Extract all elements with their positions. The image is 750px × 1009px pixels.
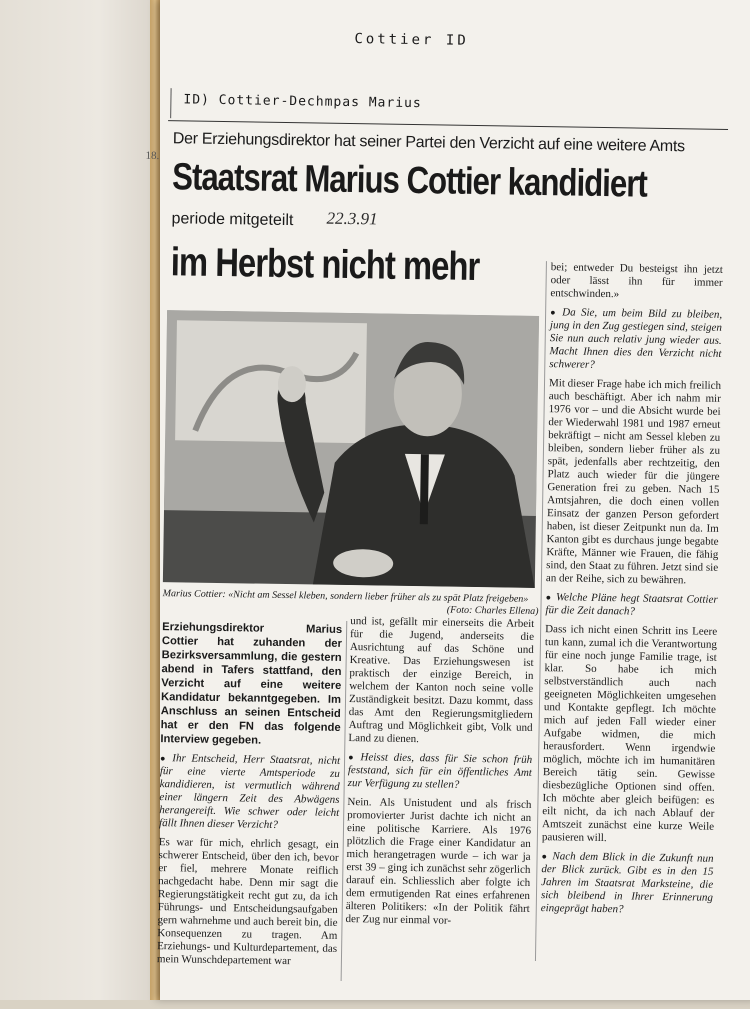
article-column-3 <box>541 261 723 924</box>
portrait-photo <box>163 310 539 588</box>
bullet-icon: ● <box>348 752 357 763</box>
headline-line-2: im Herbst nicht mehr <box>170 240 480 290</box>
clipping-content <box>144 0 750 1009</box>
kicker-line-2: periode mitgeteilt <box>171 210 294 230</box>
record-divider <box>170 88 171 118</box>
bullet-icon: ● <box>541 851 549 862</box>
bullet-icon: ● <box>550 307 559 318</box>
interview-question: ● Nach dem Blick in die Zukunft nun der Blick zurück. Gibt es in den 15 Jahren im Staatsrat Marksteine, die sich bleibend in Ihrer Erinnerung eingeprägt haben? <box>540 850 714 916</box>
caption-text: Marius Cottier: «Nicht am Sessel kleben, sondern lieber früher als zu spät Platz freigeben» <box>162 588 529 605</box>
bullet-icon: ● <box>160 753 169 764</box>
interview-question: ● Da Sie, um beim Bild zu bleiben, jung in den Zug gestiegen sind, steigen Sie nun auch relativ jung wieder aus. Macht Ihnen dies den Verzicht nicht schwerer? <box>549 306 723 371</box>
article-lead: Erziehungsdirektor Marius Cottier hat zuhanden der Bezirksversammlung, die gestern abend in Tafers stattfand, den Verzicht auf eine weitere Kandidatur bekanntgegeben. Im Anschluss an seinen Entscheid hat er den FN das folgende Interview gegeben. <box>160 621 343 747</box>
interview-answer: Nein. Als Unistudent und als frisch promovierter Jurist dachte ich nicht an eine politische Karriere. Als 1976 plötzlich die Frage einer Kandidatur an mich herangetragen wurde – ich war ja erst 39 – ging ich zunächst sehr zögerlich darauf ein. Schliesslich aber folgte ich dem ermutigenden Rat eines erfahrenen älteren Politikers: «In der Politik fährt der Zug nur einmal vor- <box>345 796 532 927</box>
interview-answer: bei; entweder Du besteigst ihn jetzt oder lässt ihn für immer entschwinden.» <box>550 261 723 301</box>
headline-line-1: Staatsrat Marius Cottier kandidiert <box>171 156 648 206</box>
article-column-1 <box>157 620 343 975</box>
article-column-2 <box>345 615 534 935</box>
record-label: ID) Cottier-Dechmpas Marius <box>183 92 422 112</box>
interview-question: ● Welche Pläne hegt Staatsrat Cottier für die Zeit danach? <box>545 591 718 618</box>
interview-answer: Mit dieser Frage habe ich mich freilich auch beschäftigt. Aber ich nahm mir 1976 vor – und die Absicht wurde bei der Wiederwahl 1981 und 1987 erneut bekräftigt – nicht am Sessel kleben zu bleiben, sondern lieber früher als zu spät, jedenfalls aber rechtzeitig, den Platz auch wieder für die jüngere Generation frei zu geben. Nach 15 Amtsjahren, die doch einen vollen Einsatz der ganzen Person gefordert haben, ist dieser Zeitpunkt nun da. Im Kanton gibt es durchaus junge begabte Kräfte, Männer wie Frauen, die fähig sind, den Staat zu führen. Jetzt sind sie an der Reihe, sich zu bewähren. <box>545 377 722 587</box>
photo-caption <box>162 588 539 618</box>
portrait-illustration <box>163 310 539 588</box>
interview-answer: Dass ich nicht einen Schritt ins Leere tun kann, zumal ich die Verantwortung für eine noch junge Familie trage, ist klar. So habe ich mich selbstverständlich auch nach geeigneten Möglichkeiten umgesehen und Kontakte gepflegt. Ich möchte mich auf jeden Fall wieder einer Aufgabe widmen, die mich herausfordert. Wenn irgendwie möglich, möchte ich im humanitären Bereich tätig sein. Gewisse diesbezügliche Optionen sind offen. Ich möchte aber gleich beifügen: es eilt nicht, da ich nach Ablauf der Amtszeit zunächst eine kurze Weile pausieren will. <box>541 623 718 845</box>
interview-question: ● Ihr Entscheid, Herr Staatsrat, nicht für eine vierte Amtsperiode zu kandidieren, ist vermutlich während einer längern Zeit des Abwägens herangereift. Wie schwer oder leicht fällt Ihnen dieser Verzicht? <box>158 752 341 831</box>
clipping-sheet <box>145 0 750 1000</box>
interview-question: ● Heisst dies, dass für Sie schon früh feststand, sich für ein öffentliches Amt zur Verfügung zu stellen? <box>347 751 533 791</box>
interview-answer: Es war für mich, ehrlich gesagt, ein schwerer Entscheid, über den ich, bevor er fiel, mehrere Monate reiflich nachgedacht habe. Denn mir sagt die Regierungstätigkeit recht gut zu, da ich Führungs- und Entscheidungsaufgaben gern wahrnehme und auch bereit bin, die Konsequenzen zu tragen. Am Erziehungs- und Kulturdepartement, das mein Wunschdepartement war <box>156 836 339 968</box>
interview-answer: und ist, gefällt mir einerseits die Arbeit für die Jugend, anderseits die Ausrichtung auf das Schöne und Kreative. Das Erziehungswesen ist praktisch der einzige Bereich, in welchem der Kanton noch seine volle Zuständigkeit besitzt. Dazu kommt, dass das Amt den Regierungsmitgliedern Auftrag und Möglichkeit gibt, Volk und Land zu dienen. <box>348 615 535 746</box>
margin-number: 18. <box>145 149 160 163</box>
bullet-icon: ● <box>545 592 553 603</box>
kicker-line-1: Der Erziehungsdirektor hat seiner Partei den Verzicht auf eine weitere Amts <box>172 130 685 156</box>
left-binder-page <box>0 0 165 1000</box>
handwritten-date: 22.3.91 <box>326 208 378 229</box>
photo-credit: (Foto: Charles Ellena) <box>446 604 539 618</box>
header-rule <box>168 120 728 130</box>
folder-label: Cottier ID <box>354 31 469 49</box>
